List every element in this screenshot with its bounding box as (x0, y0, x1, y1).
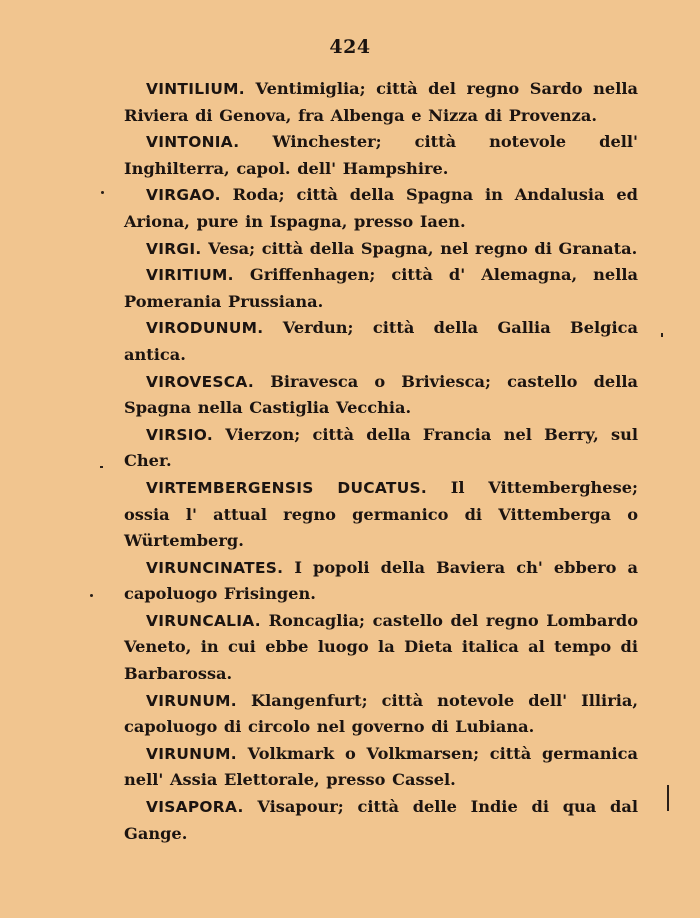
dictionary-entry (124, 688, 638, 741)
dictionary-entry (124, 129, 638, 182)
dictionary-entry (124, 76, 638, 129)
dictionary-entry (124, 369, 638, 422)
dictionary-entry (124, 741, 638, 794)
entry-definition: Roda; città della Spagna in Andalusia ed Ariona, pure in Ispagna, presso Iaen. (124, 185, 638, 231)
entry-definition: Klangenfurt; città notevole dell' Illiria, capoluogo di circolo nel governo di Lubiana. (124, 690, 638, 737)
entry-definition: Biravesca o Briviesca; castello della Spagna nella Castiglia Vecchia. (124, 371, 639, 418)
entry-headword: VIRGI. (146, 239, 202, 258)
entry-headword: VINTILIUM. (146, 80, 245, 98)
entry-definition: Roncaglia; castello del regno Lombardo Veneto, in cui ebbe luogo la Dieta italica al tempo di Barbarossa. (124, 610, 638, 684)
entry-headword: VIRUNUM. (146, 744, 237, 763)
entry-definition: Il Vittemberghese; ossia l' attual regno germanico di Vittemberga o Würtemberg. (124, 477, 638, 551)
entry-headword: VIRSIO. (146, 425, 213, 444)
dictionary-entry (124, 555, 638, 608)
dictionary-entry (124, 608, 638, 688)
entry-headword: VIRITIUM. (146, 266, 234, 285)
dictionary-entry (124, 422, 638, 475)
entry-headword: VINTONIA. (146, 133, 240, 152)
dictionary-entry (124, 475, 638, 555)
entry-headword: VIROVESCA. (146, 372, 255, 391)
scan-speck (661, 333, 663, 337)
entry-definition: Vesa; città della Spagna, nel regno di Granata. (208, 238, 638, 258)
entry-headword: VIRODUNUM. (146, 319, 264, 338)
entry-definition: Verdun; città della Gallia Belgica antica. (124, 318, 638, 364)
scan-speck (100, 466, 103, 468)
entry-definition: Visapour; città delle Indie di qua dal Gange. (124, 797, 638, 843)
entry-headword: VIRGAO. (146, 186, 221, 205)
dictionary-entry (124, 262, 638, 315)
margin-rule (667, 785, 669, 811)
entry-definition: Winchester; città notevole dell' Inghilterra, capol. dell' Hampshire. (124, 132, 638, 178)
entry-definition: Ventimiglia; città del regno Sardo nella Riviera di Genova, fra Albenga e Nizza di Provenza. (124, 79, 638, 125)
dictionary-entry (124, 236, 638, 263)
dictionary-entry (124, 794, 638, 847)
dictionary-entries (124, 76, 638, 847)
entry-headword: VIRTEMBERGENSIS DUCATUS. (146, 478, 428, 497)
entry-headword: VIRUNUM. (146, 691, 237, 710)
dictionary-entry (124, 315, 638, 368)
scan-speck (101, 191, 104, 194)
entry-definition: I popoli della Baviera ch' ebbero a capoluogo Frisingen. (124, 557, 638, 604)
scan-speck (90, 594, 93, 597)
page-number: 424 (329, 36, 371, 58)
entry-definition: Volkmark o Volkmarsen; città germanica nell' Assia Elettorale, presso Cassel. (124, 743, 638, 790)
entry-headword: VISAPORA. (146, 798, 244, 817)
entry-headword: VIRUNCINATES. (146, 558, 284, 577)
dictionary-entry (124, 182, 638, 235)
entry-definition: Griffenhagen; città d' Alemagna, nella Pomerania Prussiana. (124, 265, 638, 311)
entry-headword: VIRUNCALIA. (146, 611, 261, 630)
entry-definition: Vierzon; città della Francia nel Berry, sul Cher. (124, 424, 639, 471)
